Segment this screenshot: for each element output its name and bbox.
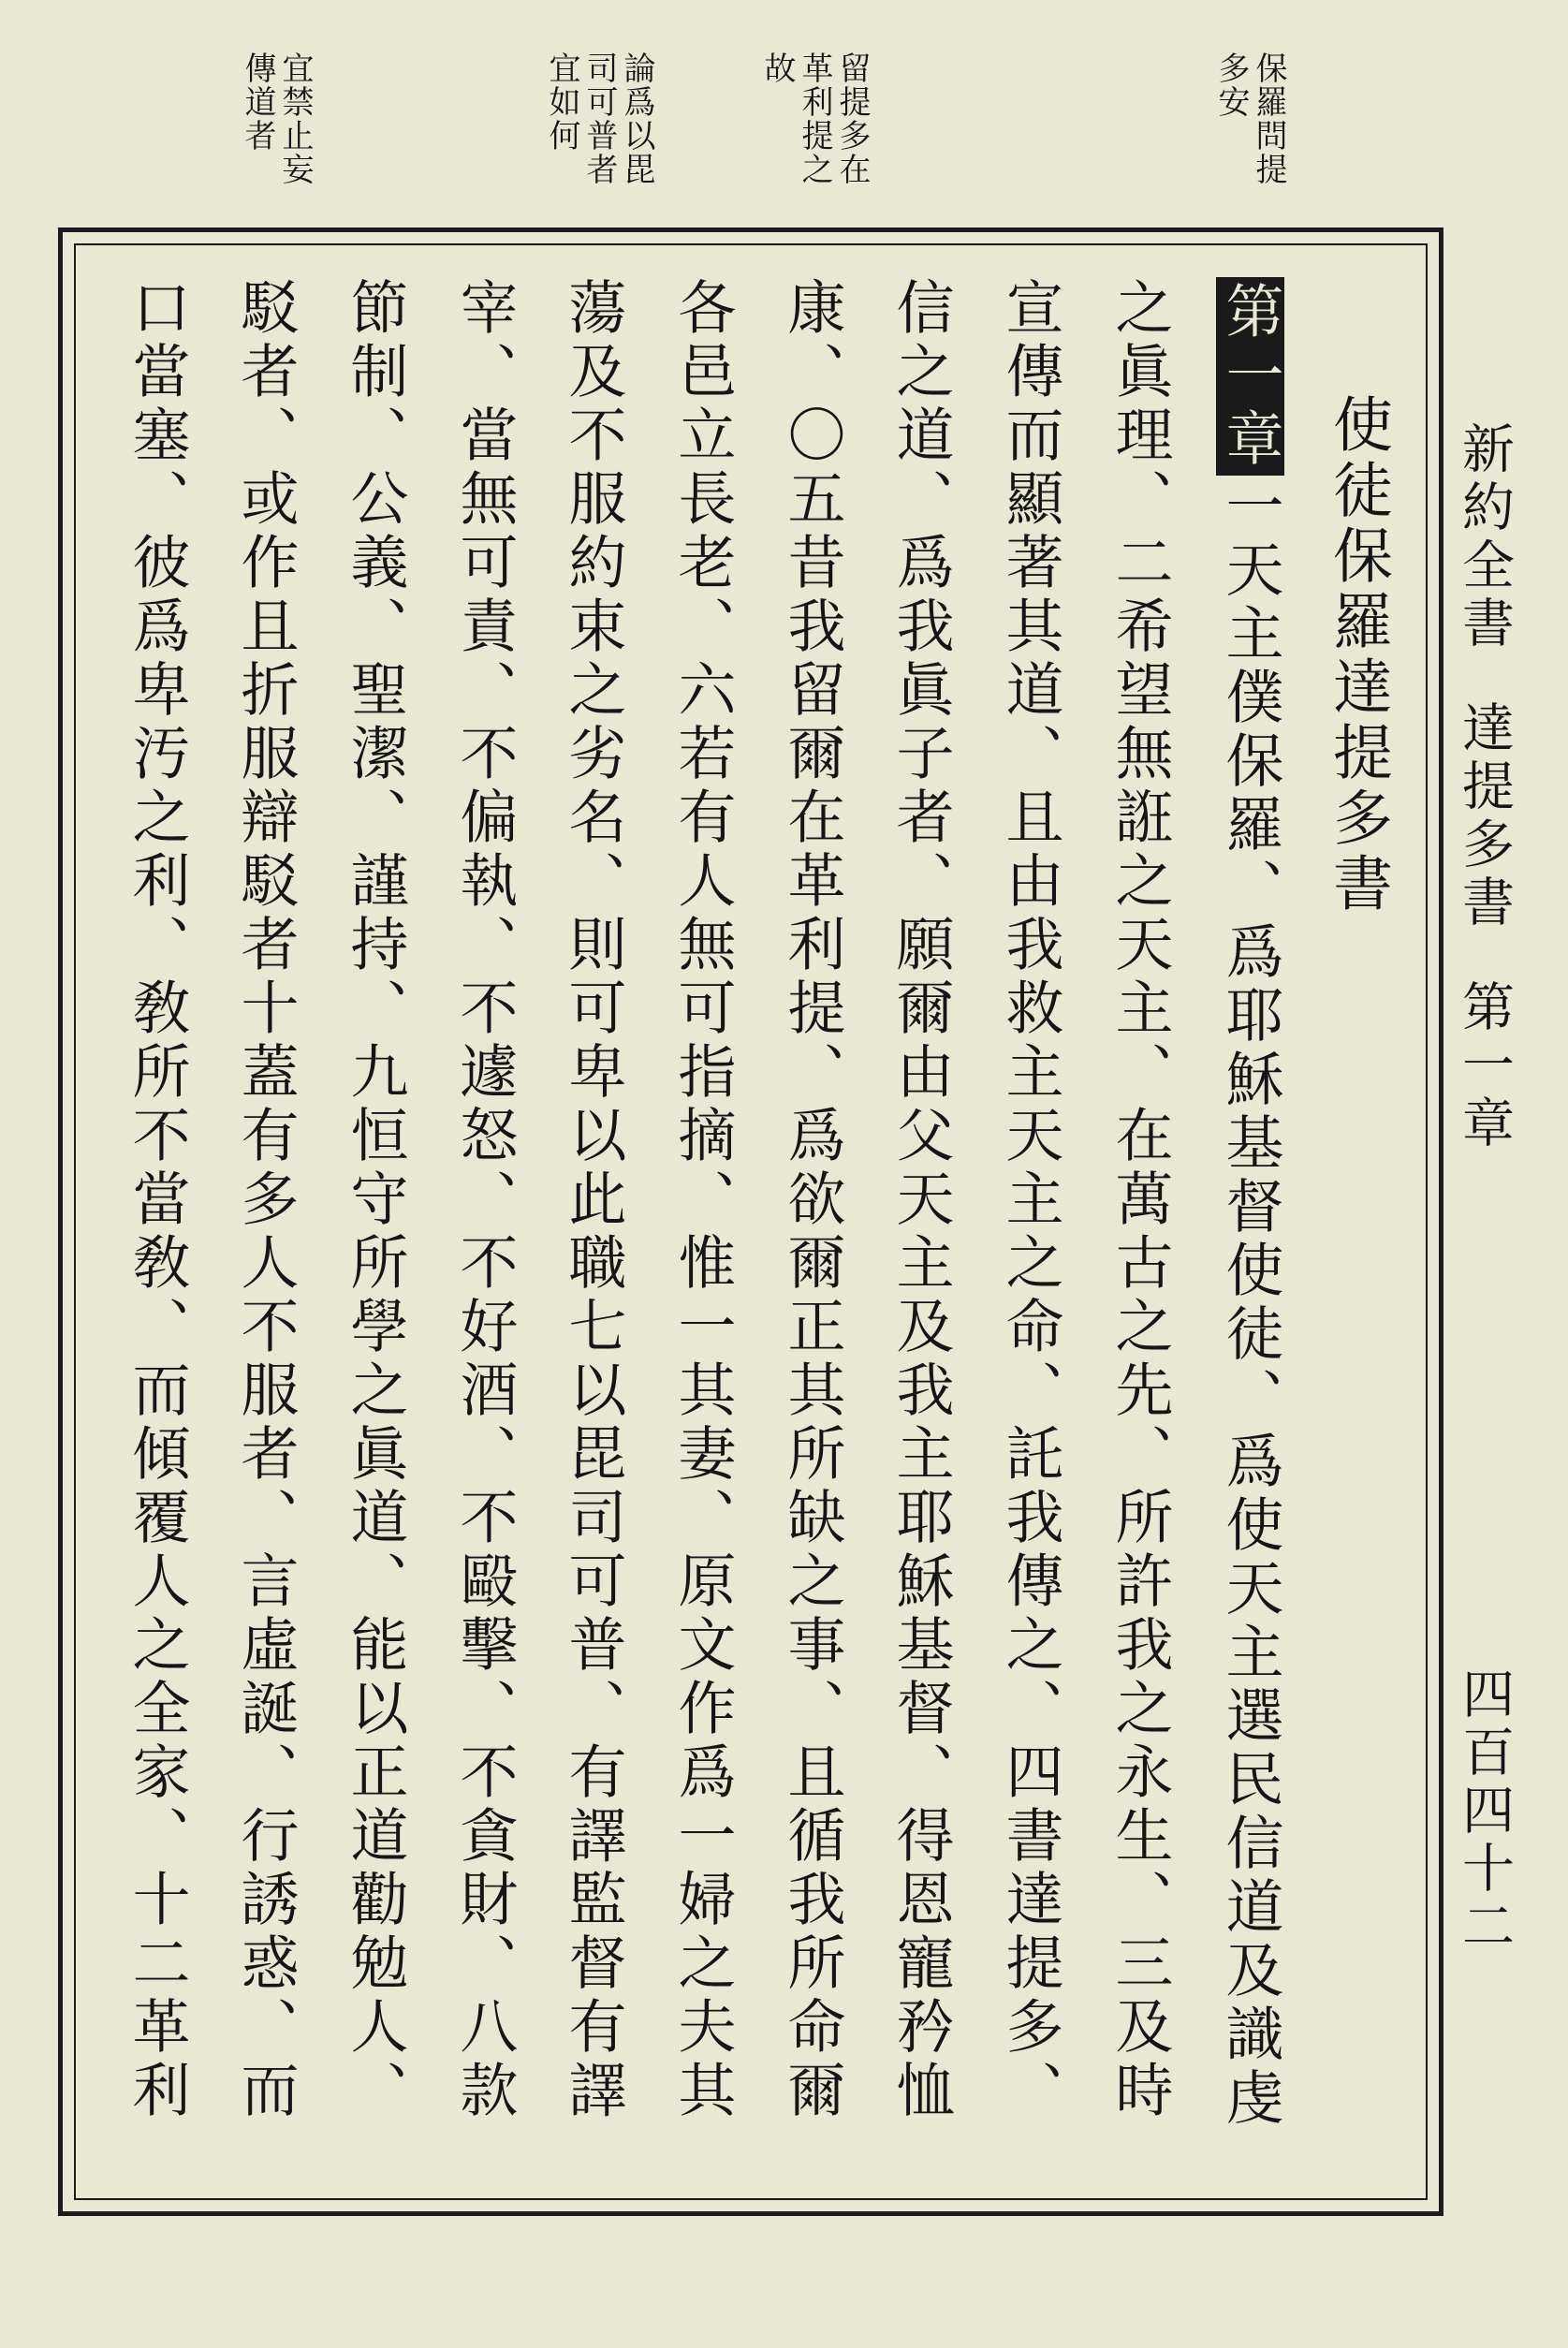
page-number: 四百四十二 [1454,1666,1515,1957]
chapter-label: 第一章 [1216,277,1284,476]
text-column-4: 信之道、爲我眞子者、願爾由父天主及我主耶穌基督、得恩寵矜恤 [887,277,955,2123]
text-column-1-body: 一天主僕保羅、爲耶穌基督使徒、爲使天主選民信道及識虔 [1216,476,1284,2131]
running-header [1454,421,1515,1153]
text-column-7: 蕩及不服約束之劣名、則可卑以此職七以毘司可普、有譯監督有譯 [559,277,627,2123]
text-column-10: 駁者、或作且折服辯駁者十蓋有多人不服者、言虛誕、行誘惑、而 [231,277,300,2123]
text-column-1 [1208,277,1292,2178]
running-header-epistle: 達提多書 [1454,700,1515,932]
text-column-11: 口當塞、彼爲卑汚之利、敎所不當敎、而傾覆人之全家、十二革利 [123,277,191,2123]
margin-note-false-teachers: 宜禁止妄 傳道者 [239,51,314,186]
text-column-5: 康、〇五昔我留爾在革利提、爲欲爾正其所缺之事、且循我所命爾 [778,277,846,2123]
text-column-6: 各邑立長老、六若有人無可指摘、惟一其妻、原文作爲一婦之夫其 [668,277,737,2123]
text-column-3: 宣傳而顯著其道、且由我救主天主之命、託我傳之、四書達提多、 [996,277,1064,2123]
margin-note-philemon: 保羅問提 多安 [1212,51,1287,186]
text-column-2: 之眞理、二希望無誑之天主、在萬古之先、所許我之永生、三及時 [1106,277,1174,2123]
margin-note-bishop: 論爲以毘 司可普者 宜如何 [543,51,655,186]
running-header-book: 新約全書 [1454,421,1515,653]
text-column-9: 節制、公義、聖潔、謹持、九恒守所學之眞道、能以正道勸勉人、 [341,277,409,2123]
text-column-8: 宰、當無可責、不偏執、不遽怒、不好酒、不毆擊、不貪財、八款 [450,277,519,2123]
margin-note-crete: 留提多在 革利提之 故 [758,51,871,186]
running-header-chapter: 第一章 [1454,979,1515,1153]
book-title: 使徒保羅達提多書 [1323,393,1392,917]
